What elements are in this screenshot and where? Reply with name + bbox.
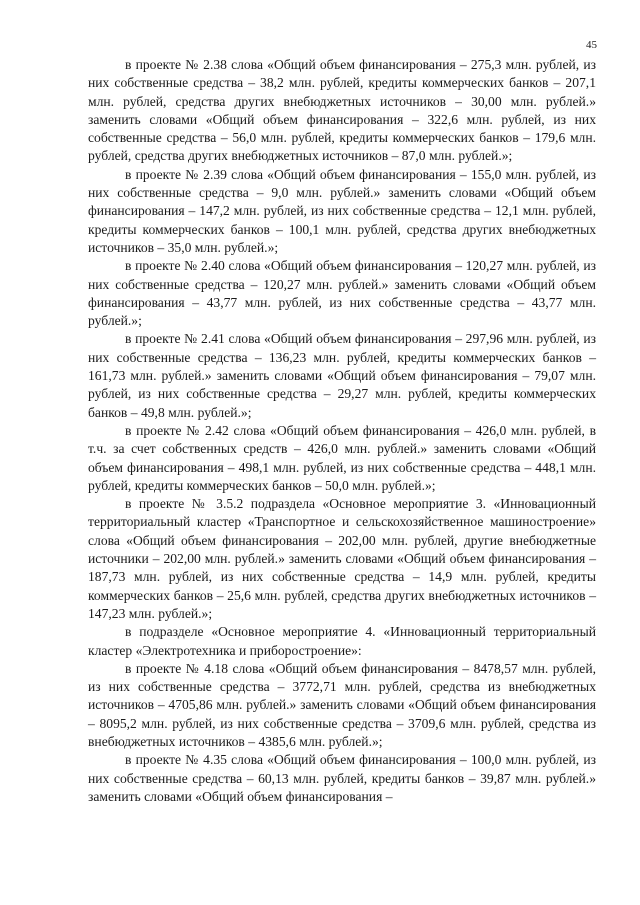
paragraph-project-2-42: в проекте № 2.42 слова «Общий объем финансирования – 426,0 млн. рублей, в т.ч. за счет собственных средств – 426,0 млн. рублей.» заменить словами «Общий объем финансирования – 498,1 млн. рублей, из них собственные средства – 448,1 млн. рублей, кредиты коммерческих банков – 50,0 млн. рублей.»; <box>88 422 596 493</box>
document-body <box>88 56 596 806</box>
paragraph-project-3-5-2: в проекте № 3.5.2 подраздела «Основное мероприятие 3. «Инновационный территориальный кластер «Транспортное и сельскохозяйственное машиностроение» слова «Общий объем финансирования – 202,00 млн. рублей, другие внебюджетные источники – 202,00 млн. рублей.» заменить словами «Общий объем финансирования – 187,73 млн. рублей, из них собственные средства – 14,9 млн. рублей, кредиты коммерческих банков – 25,6 млн. рублей, средства других внебюджетных источников – 147,23 млн. рублей.»; <box>88 496 596 621</box>
paragraph-subsection-4: в подразделе «Основное мероприятие 4. «Инновационный территориальный кластер «Электротехника и приборостроение»: <box>88 624 596 658</box>
paragraph-project-2-39: в проекте № 2.39 слова «Общий объем финансирования – 155,0 млн. рублей, из них собственные средства – 9,0 млн. рублей.» заменить словами «Общий объем финансирования – 147,2 млн. рублей, из них собственные средства – 12,1 млн. рублей, кредиты коммерческих банков – 100,1 млн. рублей, средства других внебюджетных источников – 35,0 млн. рублей.»; <box>88 166 596 255</box>
paragraph-project-4-35: в проекте № 4.35 слова «Общий объем финансирования – 100,0 млн. рублей, из них собственные средства – 60,13 млн. рублей, кредиты банков – 39,87 млн. рублей.» заменить словами «Общий объем финансирования – <box>88 752 596 804</box>
paragraph-project-2-38: в проекте № 2.38 слова «Общий объем финансирования – 275,3 млн. рублей, из них собственные средства – 38,2 млн. рублей, кредиты коммерческих банков – 207,1 млн. рублей, средства других внебюджетных источников – 30,00 млн. рублей.» заменить словами «Общий объем финансирования – 322,6 млн. рублей, из них собственные средства – 56,0 млн. рублей, кредиты коммерческих банков – 179,6 млн. рублей, средства других внебюджетных источников – 87,0 млн. рублей.»; <box>88 57 596 164</box>
page-number: 45 <box>586 39 597 51</box>
paragraph-project-2-40: в проекте № 2.40 слова «Общий объем финансирования – 120,27 млн. рублей, из них собственные средства – 120,27 млн. рублей.» заменить словами «Общий объем финансирования – 43,77 млн. рублей, из них собственные средства – 43,77 млн. рублей.»; <box>88 258 596 329</box>
paragraph-project-4-18: в проекте № 4.18 слова «Общий объем финансирования – 8478,57 млн. рублей, из них собственные средства – 3772,71 млн. рублей, средства из внебюджетных источников – 4705,86 млн. рублей.» заменить словами «Общий объем финансирования – 8095,2 млн. рублей, из них собственные средства – 3709,6 млн. рублей, средства из внебюджетных источников – 4385,6 млн. рублей.»; <box>88 660 596 749</box>
paragraph-project-2-41: в проекте № 2.41 слова «Общий объем финансирования – 297,96 млн. рублей, из них собственные средства – 136,23 млн. рублей, кредиты коммерческих банков – 161,73 млн. рублей.» заменить словами «Общий объем финансирования – 79,07 млн. рублей, из них собственные средства – 29,27 млн. рублей, кредиты коммерческих банков – 49,8 млн. рублей.»; <box>88 331 596 420</box>
